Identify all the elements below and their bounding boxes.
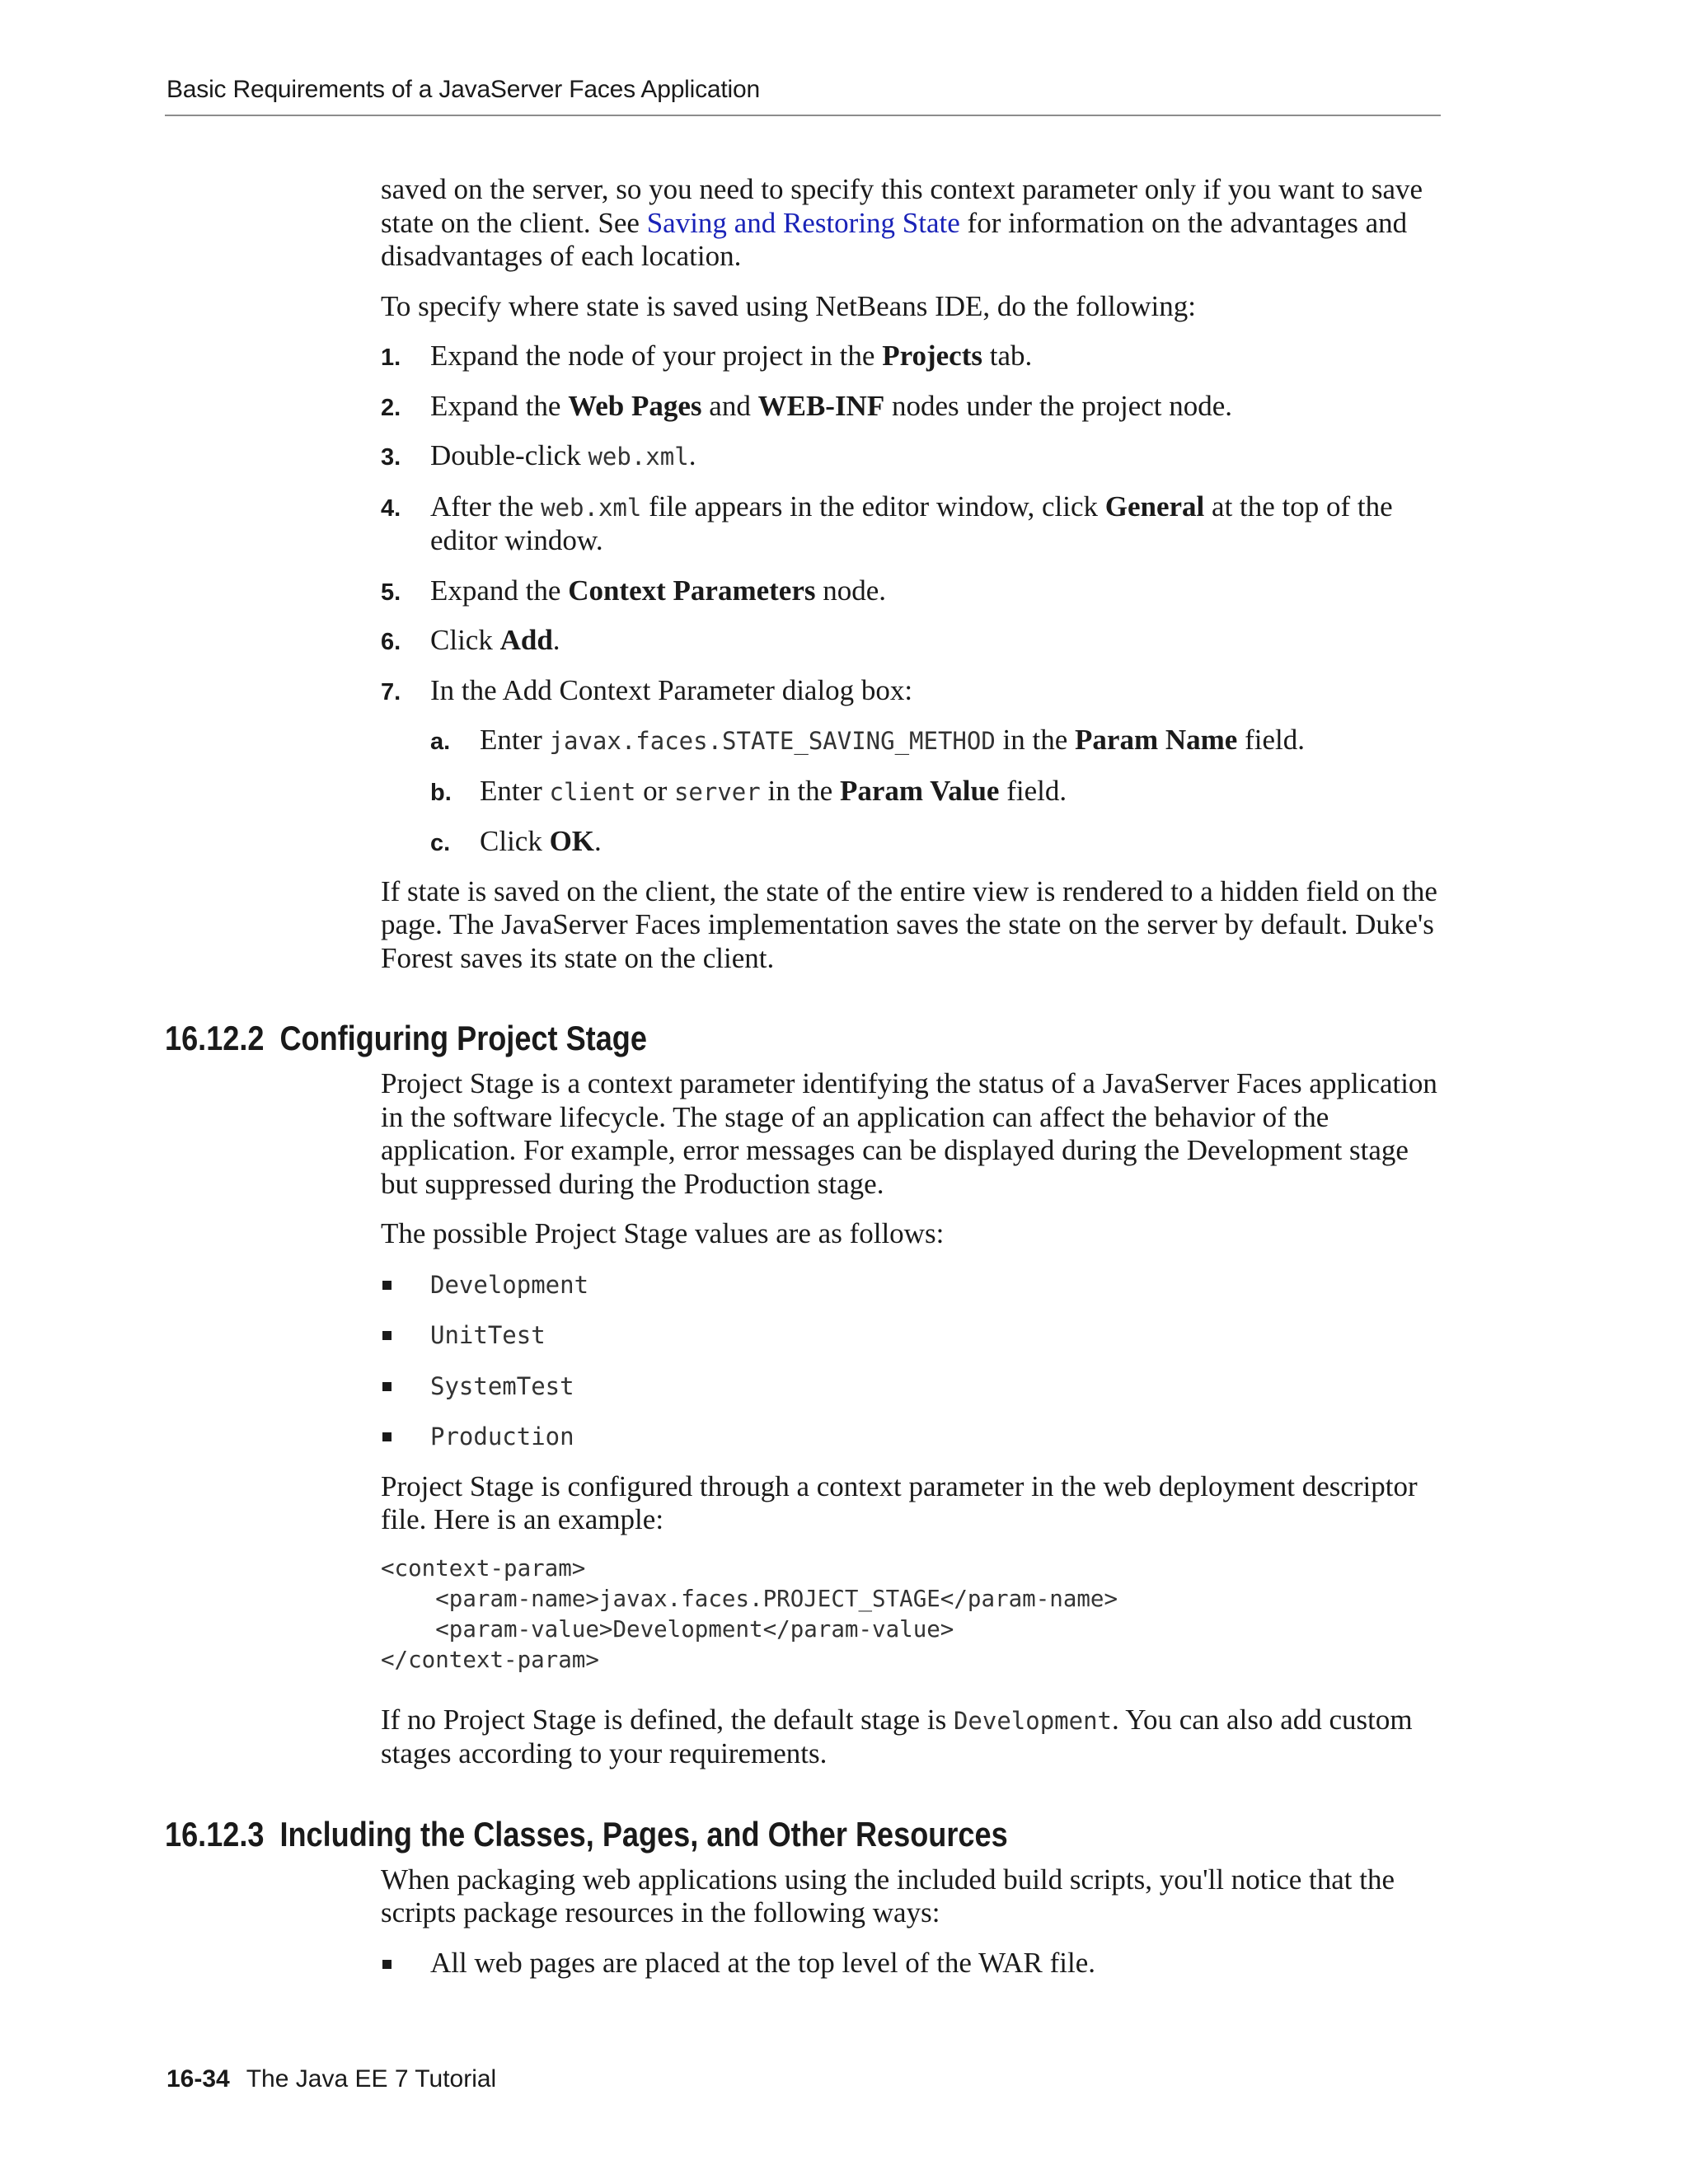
list-item: SystemTest — [381, 1369, 1444, 1404]
body-column — [165, 173, 1444, 1996]
bullet-icon — [382, 1432, 392, 1441]
step-6: 6. Click Add. — [381, 624, 560, 656]
step-3: 3. Double-click web.xml. — [381, 439, 696, 471]
bullet-icon — [382, 1382, 392, 1391]
step-7: 7. In the Add Context Parameter dialog box: — [381, 673, 913, 706]
section-heading-16-12-3: 16.12.3 Including the Classes, Pages, and Other Resources — [165, 1814, 1008, 1854]
project-stage-values-list — [381, 1268, 1444, 1454]
netbeans-instructions-lead: To specify where state is saved using NetBeans IDE, do the following: — [381, 289, 1196, 322]
book-title: The Java EE 7 Tutorial — [246, 2065, 497, 2093]
substep-b: b. Enter client or server in the Param Value field. — [430, 774, 1067, 807]
step-4: 4. After the web.xml file appears in the editor window, click General at the top of the editor window. — [381, 490, 1393, 556]
add-context-parameter-substeps — [381, 724, 1444, 859]
step-2: 2. Expand the Web Pages and WEB-INF nodes under the project node. — [381, 389, 1233, 422]
list-item: UnitTest — [381, 1318, 1444, 1352]
project-stage-config-lead: Project Stage is configured through a context parameter in the web deployment descriptor file. Here is an example: — [381, 1469, 1418, 1535]
page-number: 16-34 — [166, 2065, 230, 2093]
list-item: Production — [381, 1419, 1444, 1454]
context-param-code-example: <context-param> <param-name>javax.faces.PROJECT_STAGE</param-name> <param-value>Development</param-value> </context-param> — [381, 1554, 1118, 1673]
project-stage-values-lead: The possible Project Stage values are as follows: — [381, 1217, 945, 1249]
saving-restoring-state-link[interactable]: Saving and Restoring State — [646, 206, 960, 239]
running-header: Basic Requirements of a JavaServer Faces Application — [166, 76, 760, 103]
packaging-description: When packaging web applications using the included build scripts, you'll notice that the scripts package resources in the following ways: — [381, 1863, 1395, 1929]
substep-c: c. Click OK. — [430, 825, 602, 857]
netbeans-steps — [381, 340, 1444, 707]
bullet-icon — [382, 1281, 392, 1290]
step-1: 1. Expand the node of your project in the Projects tab. — [381, 340, 1033, 372]
step-5: 5. Expand the Context Parameters node. — [381, 574, 887, 607]
intro-paragraph: saved on the server, so you need to specify this context parameter only if you want to save state on the client. See Saving and Restoring State for information on the advantages and disadvantages of each location. — [381, 173, 1423, 272]
state-saving-note: If state is saved on the client, the state of the entire view is rendered to a hidden field on the page. The JavaServer Faces implementation saves the state on the server by default. Duke's Forest saves its state on the client. — [381, 874, 1437, 974]
substep-a: a. Enter javax.faces.STATE_SAVING_METHOD in the Param Name field. — [430, 724, 1305, 756]
project-stage-description: Project Stage is a context parameter identifying the status of a JavaServer Faces application in the software lifecycle. The stage of an application can affect the behavior of the application. For example, error messages can be displayed during the Development stage but suppressed during the Production stage. — [381, 1067, 1437, 1200]
default-stage-note: If no Project Stage is defined, the default stage is Development. You can also add custom stages according to your requirements. — [381, 1703, 1413, 1769]
list-item: Development — [381, 1268, 1444, 1302]
page-footer — [166, 2065, 496, 2093]
header-rule — [165, 115, 1441, 116]
bullet-icon — [382, 1960, 392, 1969]
section-heading-16-12-2: 16.12.2 Configuring Project Stage — [165, 1019, 647, 1057]
list-item: All web pages are placed at the top level of the WAR file. — [381, 1947, 1444, 1980]
packaging-list — [381, 1947, 1444, 1980]
bullet-icon — [382, 1331, 392, 1340]
